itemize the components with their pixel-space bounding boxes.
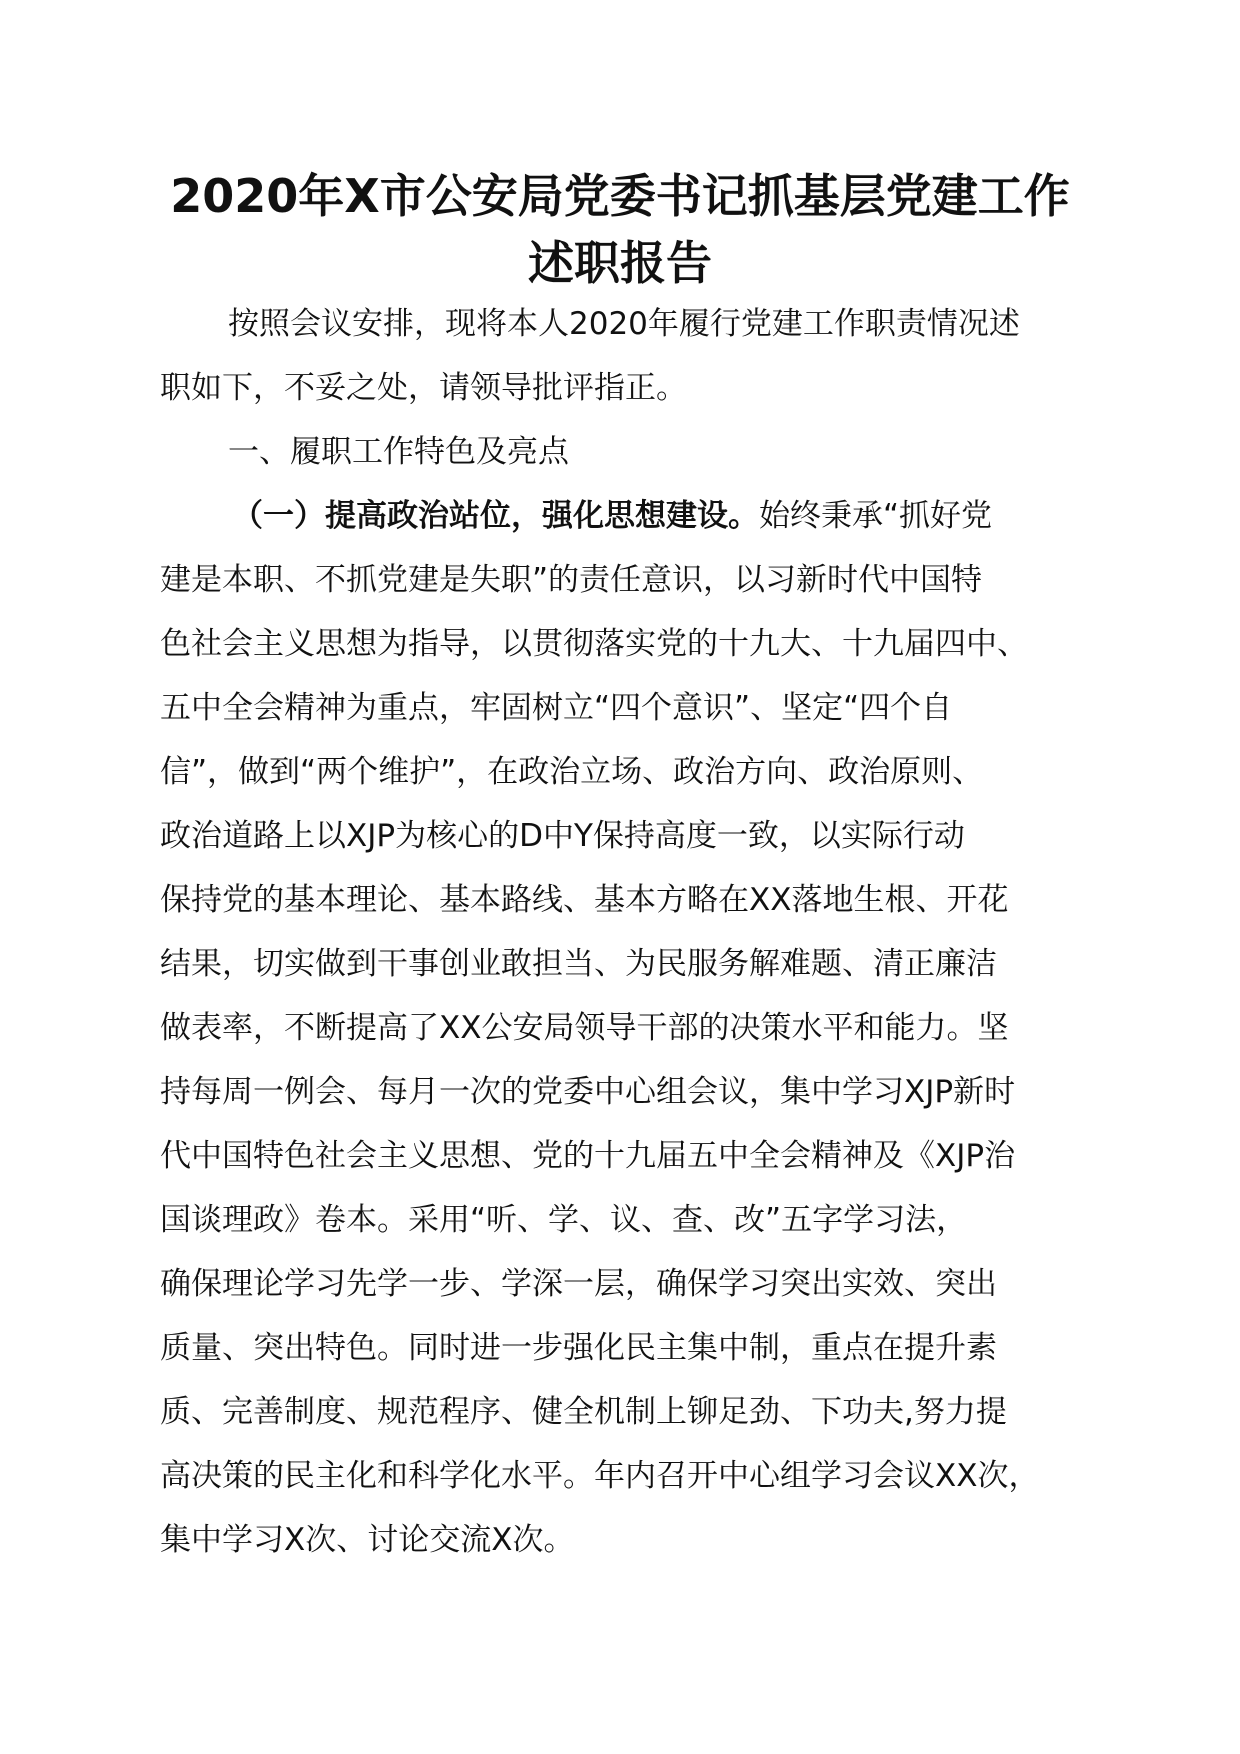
- paragraph-line: 政治道路上以XJP为核心的D中Y保持高度一致，以实际行动: [160, 818, 965, 854]
- paragraph-line: 质量、突出特色。同时进一步强化民主集中制，重点在提升素: [160, 1330, 997, 1366]
- section-heading: 一、履职工作特色及亮点: [228, 434, 569, 470]
- paragraph-line: 信”，做到“两个维护”，在政治立场、政治方向、政治原则、: [160, 754, 984, 790]
- paragraph-line: 色社会主义思想为指导，以贯彻落实党的十九大、十九届四中、: [160, 626, 1028, 662]
- paragraph-line: 确保理论学习先学一步、学深一层，确保学习突出实效、突出: [160, 1266, 997, 1302]
- paragraph-line: 代中国特色社会主义思想、党的十九届五中全会精神及《XJP治: [160, 1138, 1016, 1174]
- paragraph-line: 质、完善制度、规范程序、健全机制上铆足劲、下功夫,努力提: [160, 1394, 1007, 1430]
- paragraph-line: 国谈理政》卷本。采用“听、学、议、查、改”五字学习法，: [160, 1202, 968, 1238]
- subsection-line: [160, 484, 1100, 548]
- paragraph-line: 建是本职、不抓党建是失职”的责任意识，以习新时代中国特: [160, 562, 983, 598]
- document-body: [160, 292, 1100, 1572]
- paragraph-line: 高决策的民主化和科学化水平。年内召开中心组学习会议XX次，: [160, 1458, 1040, 1494]
- intro-line-1: 按照会议安排，现将本人2020年履行党建工作职责情况述: [228, 306, 1020, 342]
- subsection-heading-rest: 始终秉承“抓好党: [759, 498, 993, 534]
- document-title-line-2: 述职报告: [528, 236, 712, 290]
- paragraph-line: 结果，切实做到干事创业敢担当、为民服务解难题、清正廉洁: [160, 946, 997, 982]
- paragraph-line: 集中学习X次、讨论交流X次。: [160, 1522, 575, 1558]
- intro-line-2: 职如下，不妥之处，请领导批评指正。: [160, 370, 687, 406]
- paragraph-line: 五中全会精神为重点，牢固树立“四个意识”、坚定“四个自: [160, 690, 953, 726]
- document-title-line-1: 2020年X市公安局党委书记抓基层党建工作: [170, 169, 1070, 223]
- subsection-heading: （一）提高政治站位，强化思想建设。: [232, 498, 759, 534]
- paragraph-line: 做表率，不断提高了XX公安局领导干部的决策水平和能力。坚: [160, 1010, 1009, 1046]
- paragraph-line: 保持党的基本理论、基本路线、基本方略在XX落地生根、开花: [160, 882, 1009, 918]
- paragraph-line: 持每周一例会、每月一次的党委中心组会议，集中学习XJP新时: [160, 1074, 1016, 1110]
